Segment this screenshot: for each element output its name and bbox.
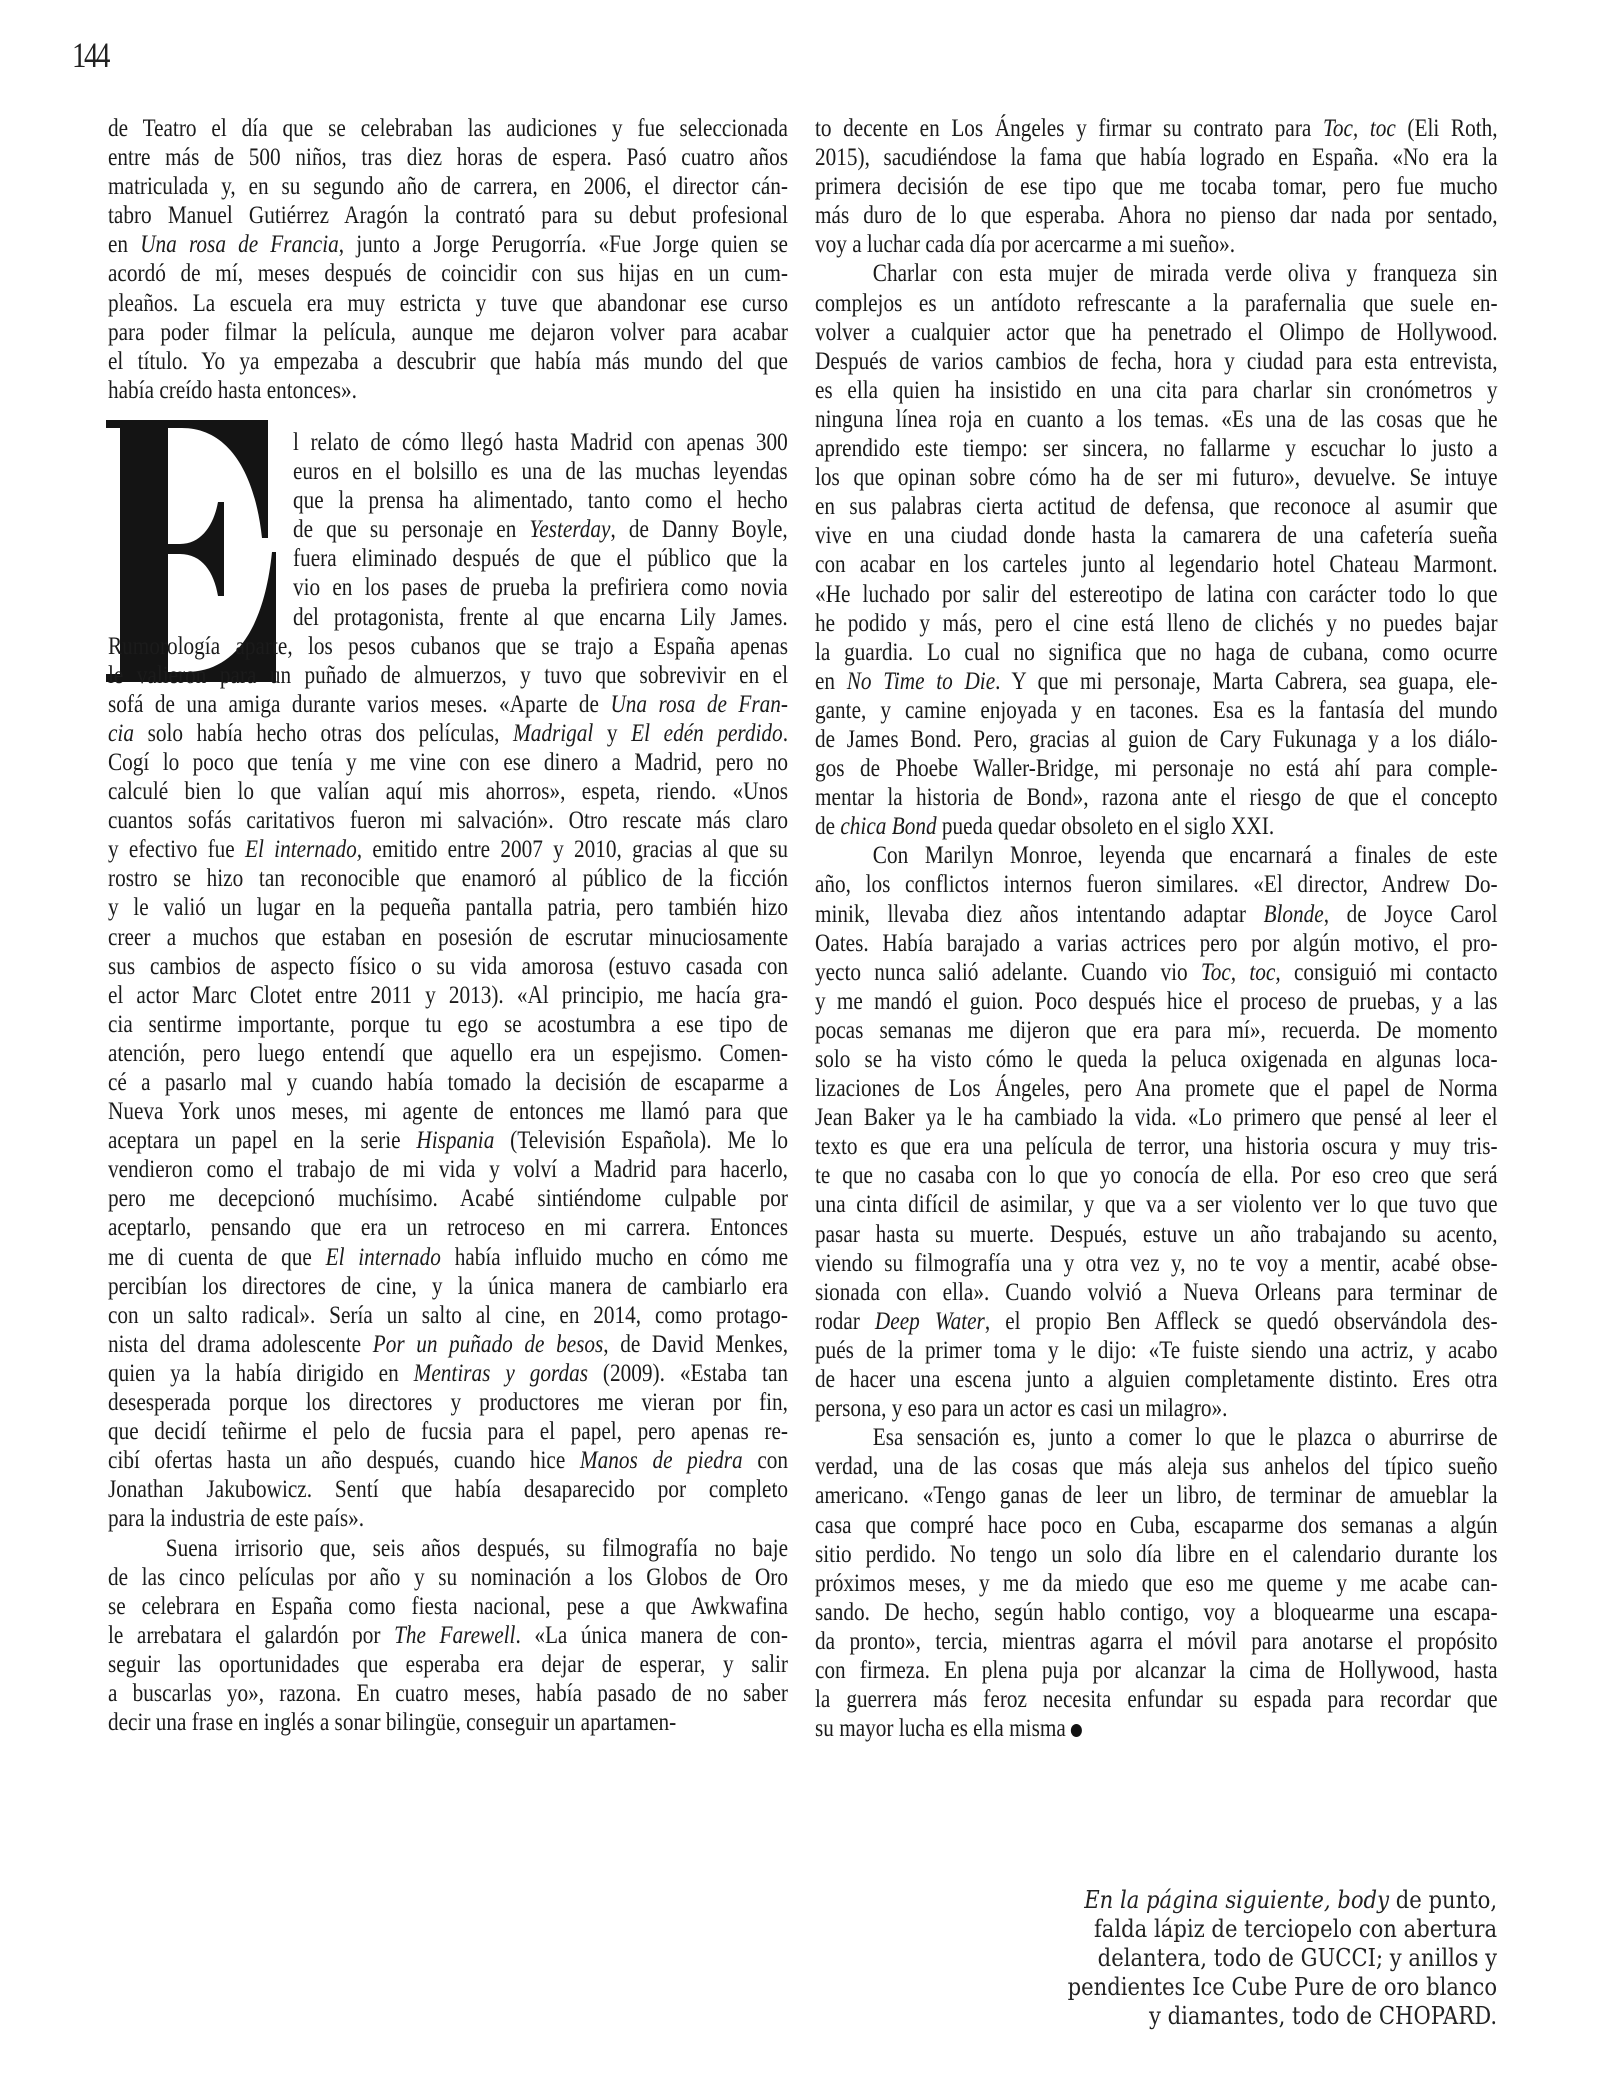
text-run: .: [782, 719, 788, 747]
text-line: [108, 690, 788, 719]
text-line: [815, 172, 1498, 201]
text-line: [108, 143, 788, 172]
text-run: Nueva York unos meses, mi agente de entonces me llamó para que: [108, 1098, 788, 1126]
text-run: aceptara un papel en la serie: [108, 1127, 417, 1155]
text-run: pendientes Ice Cube Pure de oro blanco: [1067, 1973, 1497, 2001]
text-line: [108, 1184, 788, 1213]
text-run: decir una frase en inglés a sonar bilingüe, conseguir un apartamen-: [108, 1709, 677, 1737]
text-run: de que su personaje en: [293, 516, 530, 544]
text-line: [815, 1307, 1498, 1336]
text-run: y efectivo fue: [108, 836, 246, 864]
text-line: [108, 748, 788, 777]
text-line: [108, 661, 788, 690]
text-run: lizaciones de Los Ángeles, pero Ana promete que el papel de Norma: [815, 1075, 1498, 1103]
text-line: [815, 638, 1498, 667]
text-line: [108, 289, 788, 318]
text-run: sionada con ella». Cuando volvió a Nueva Orleans para terminar de: [815, 1278, 1498, 1306]
page-number: 144: [72, 35, 108, 75]
text-line: [815, 783, 1498, 812]
text-run: y le valió un lugar en la pequeña pantalla patria, pero también hizo: [108, 894, 788, 922]
text-line: [815, 1656, 1498, 1685]
text-run: el actor Marc Clotet entre 2011 y 2013). «Al principio, me hacía gra-: [108, 981, 788, 1009]
text-line: [293, 428, 788, 457]
text-run: Charlar con esta mujer de mirada verde oliva y franqueza sin: [872, 260, 1498, 288]
text-line: [815, 1569, 1498, 1598]
text-line: [293, 486, 788, 515]
text-line: [108, 893, 788, 922]
text-line: [815, 318, 1498, 347]
end-mark-bullet-icon: [1071, 1724, 1082, 1737]
text-run: emitido entre 2007 y 2010, gracias al que su: [362, 836, 788, 864]
text-line: [815, 1540, 1498, 1569]
text-run: gos de Phoebe Waller-Bridge, mi personaje no está ahí para comple-: [815, 755, 1498, 783]
text-run: y me mandó el guion. Poco después hice el proceso de pruebas, y a las: [815, 987, 1498, 1015]
article-column-right: [815, 114, 1498, 1743]
text-run: volver a cualquier actor que ha penetrado el Olimpo de Hollywood.: [815, 318, 1498, 346]
text-run: , de David Menkes,: [603, 1330, 789, 1358]
italic-title: Yesterday: [529, 516, 611, 544]
text-line: [815, 667, 1498, 696]
text-line: [1067, 1944, 1497, 1973]
text-run: he podido y más, pero el cine está lleno de clichés y no puedes bajar: [815, 609, 1498, 637]
text-run: había influido mucho en cómo me: [440, 1243, 788, 1271]
italic-title: En la página siguiente, body: [1084, 1886, 1389, 1914]
italic-title: Por un puñado de besos: [372, 1330, 604, 1358]
text-run: entre más de 500 niños, tras diez horas de espera. Pasó cuatro años: [108, 144, 788, 172]
paragraph: [108, 1534, 788, 1738]
text-run: aceptarlo, pensando que era un retroceso en mi carrera. Entonces: [108, 1214, 788, 1242]
text-line: [108, 201, 788, 230]
paragraph: [815, 114, 1498, 259]
text-line: [108, 1388, 788, 1417]
text-run: y diamantes, todo de CHOPARD.: [1148, 2002, 1497, 2030]
text-run: es ella quien ha insistido en una cita para charlar sin cronómetros y: [815, 376, 1498, 404]
text-run: de: [815, 813, 841, 841]
text-run: sitio perdido. No tengo un solo día libre en el calendario durante los: [815, 1540, 1498, 1568]
text-line: [815, 1365, 1498, 1394]
text-line: [108, 114, 788, 143]
text-run: , junto a Jorge Perugorría. «Fue Jorge quien se: [338, 231, 788, 259]
text-run: Rumorología aparte, los pesos cubanos que se trajo a España apenas: [108, 632, 788, 660]
text-line: [815, 1161, 1498, 1190]
text-line: [1067, 1886, 1497, 1915]
text-line: [108, 1359, 788, 1388]
italic-title: Madrigal: [513, 719, 594, 747]
text-run: para poder filmar la película, aunque me dejaron volver para acabar: [108, 318, 788, 346]
text-run: para la industria de este país».: [108, 1505, 365, 1533]
text-run: persona, y eso para un actor es casi un milagro».: [815, 1395, 1228, 1423]
text-run: primera decisión de ese tipo que me tocaba tomar, pero fue mucho: [815, 173, 1498, 201]
text-run: con: [742, 1447, 789, 1475]
text-line: [108, 1446, 788, 1475]
text-run: vio en los pases de prueba la prefiriera como novia: [293, 574, 788, 602]
text-run: pués de la primer toma y le dijo: «Te fuiste siendo una actriz, y acabo: [815, 1336, 1498, 1364]
text-run: y: [593, 719, 632, 747]
text-run: gante, y camine enjoyada y en tacones. Esa es la fantasía del mundo: [815, 696, 1498, 724]
text-run: Jean Baker ya le ha cambiado la vida. «Lo primero que pensé al leer el: [815, 1104, 1498, 1132]
text-line: [108, 1155, 788, 1184]
italic-title: No Time to Die: [846, 667, 996, 695]
text-run: Oates. Había barajado a varias actrices pero por algún motivo, el pro-: [815, 929, 1498, 957]
text-run: más duro de lo que esperaba. Ahora no pienso dar nada por sentado,: [815, 202, 1498, 230]
italic-title: Toc, toc: [1322, 115, 1396, 142]
text-run: le valieron para un puñado de almuerzos, y tuvo que sobrevivir en el: [108, 661, 788, 689]
text-line: [108, 347, 788, 376]
paragraph: [815, 841, 1498, 1423]
text-line: [293, 457, 788, 486]
text-run: consiguió mi contacto: [1280, 958, 1498, 986]
text-line: [108, 1330, 788, 1359]
text-run: vive en una ciudad donde hasta la camarera de una cafetería sueña: [815, 522, 1498, 550]
text-line: [108, 1010, 788, 1039]
text-line: [815, 492, 1498, 521]
text-line: [108, 230, 788, 259]
article-column-left: [108, 114, 788, 1737]
text-line: [108, 318, 788, 347]
text-line: [815, 1511, 1498, 1540]
text-line: [1067, 1973, 1497, 2002]
text-run: sus cambios de aspecto físico o su vida amorosa (estuvo casada con: [108, 952, 788, 980]
italic-title: Toc, toc,: [1200, 958, 1281, 986]
text-run: . «La única manera de con-: [515, 1621, 788, 1649]
text-line: [108, 923, 788, 952]
text-run: , de Danny Boyle,: [610, 516, 788, 544]
paragraph: [815, 259, 1498, 841]
text-line: [815, 347, 1498, 376]
text-run: quien ya la había dirigido en: [108, 1359, 414, 1387]
text-run: Jonathan Jakubowicz. Sentí que había desaparecido por completo: [108, 1476, 788, 1504]
text-run: , el propio Ben Affleck se quedó observándola des-: [984, 1307, 1498, 1335]
text-line: [108, 1068, 788, 1097]
text-run: 2015), sacudiéndose la fama que había logrado en España. «No era la: [815, 144, 1498, 172]
text-run: l relato de cómo llegó hasta Madrid con apenas 300: [293, 428, 788, 456]
text-line: [815, 1132, 1498, 1161]
text-line: [815, 405, 1498, 434]
text-line: [815, 958, 1498, 987]
text-run: calculé bien lo que valían aquí mis ahorros», espeta, riendo. «Unos: [108, 778, 788, 806]
text-line: [108, 981, 788, 1010]
text-line: [815, 929, 1498, 958]
text-run: solo había hecho otras dos películas,: [133, 719, 514, 747]
text-line: [815, 259, 1498, 288]
text-run: (Eli Roth,: [1395, 115, 1498, 142]
text-run: falda lápiz de terciopelo con abertura: [1093, 1915, 1497, 1943]
text-line: [108, 259, 788, 288]
italic-title: cia: [108, 719, 134, 747]
italic-title: Manos de piedra: [579, 1447, 743, 1475]
text-run: a buscarlas yo», razona. En cuatro meses, había pasado de no saber: [108, 1679, 788, 1707]
text-line: [815, 1249, 1498, 1278]
text-run: me di cuenta de que: [108, 1243, 326, 1271]
text-run: cia sentirme importante, porque tu ego se acostumbra a ese tipo de: [108, 1010, 788, 1038]
text-run: los que opinan sobre cómo ha de ser mi futuro», devuelve. Se intuye: [815, 464, 1498, 492]
text-line: [815, 1423, 1498, 1452]
text-run: Esa sensación es, junto a comer lo que le plazca o aburrirse de: [872, 1424, 1498, 1452]
text-line: [815, 900, 1498, 929]
text-line: [815, 1220, 1498, 1249]
text-line: [815, 1598, 1498, 1627]
text-run: en: [815, 667, 847, 695]
text-run: desesperada porque los directores y productores me vieran por fin,: [108, 1389, 788, 1417]
text-line: [815, 1481, 1498, 1510]
text-run: en: [108, 231, 141, 259]
paragraph: [815, 1423, 1498, 1743]
text-run: Suena irrisorio que, seis años después, su filmografía no baje: [165, 1534, 789, 1562]
text-line: [815, 114, 1498, 143]
text-run: su mayor lucha es ella misma: [815, 1715, 1066, 1743]
text-line: [108, 376, 788, 405]
italic-title: Deep Water: [874, 1307, 985, 1335]
text-line: [108, 1650, 788, 1679]
text-line: [815, 754, 1498, 783]
text-line: [108, 1504, 788, 1533]
text-line: [1067, 2002, 1497, 2031]
text-run: minik, llevaba diez años intentando adaptar: [815, 900, 1264, 928]
text-run: matriculada y, en su segundo año de carrera, en 2006, el director cán-: [108, 173, 788, 201]
text-line: [108, 1679, 788, 1708]
text-line: [815, 1685, 1498, 1714]
text-line: [815, 1016, 1498, 1045]
text-line: [108, 1592, 788, 1621]
text-line: [108, 1708, 788, 1737]
text-run: se celebrara en España como fiesta nacional, pese a que Awkwafina: [108, 1592, 788, 1620]
text-run: Cogí lo poco que tenía y me vine con ese dinero a Madrid, pero no: [108, 748, 788, 776]
text-run: con firmeza. En plena puja por alcanzar la cima de Hollywood, hasta: [815, 1656, 1498, 1684]
text-run: voy a luchar cada día por acercarme a mi sueño».: [815, 231, 1236, 259]
text-line: [293, 573, 788, 602]
text-line: [815, 550, 1498, 579]
text-line: [108, 1621, 788, 1650]
text-run: (2009). «Estaba tan: [587, 1359, 789, 1387]
italic-title: Una rosa de Francia: [140, 231, 339, 259]
text-line: [815, 870, 1498, 899]
text-run: to decente en Los Ángeles y firmar su contrato para: [815, 115, 1323, 142]
text-line: [815, 201, 1498, 230]
italic-title: chica Bond: [840, 813, 937, 841]
text-run: da pronto», tercia, mientras agarra el móvil para anotarse el propósito: [815, 1627, 1498, 1655]
text-run: rostro se hizo tan reconocible que enamoró al público de la ficción: [108, 865, 788, 893]
text-run: creer a muchos que estaban en posesión de escrutar minuciosamente: [108, 923, 788, 951]
text-run: cé a pasarlo mal y cuando había tomado la decisión de escaparme a: [108, 1069, 788, 1096]
text-line: [815, 1074, 1498, 1103]
text-line: [815, 1394, 1498, 1423]
text-run: «He luchado por salir del estereotipo de latina con carácter todo lo que: [815, 580, 1498, 608]
text-line: [815, 1627, 1498, 1656]
text-line: [815, 521, 1498, 550]
text-line: [108, 172, 788, 201]
text-run: rodar: [815, 1307, 875, 1335]
text-run: pueda quedar obsoleto en el siglo XXI.: [936, 813, 1275, 841]
text-line: [108, 806, 788, 835]
text-run: mentar la historia de Bond», razona ante el riesgo de que el concepto: [815, 784, 1498, 812]
text-run: te que no casaba con lo que yo conocía de ella. Por eso creo que será: [815, 1162, 1498, 1190]
text-run: del protagonista, frente al que encarna Lily James.: [293, 603, 788, 631]
text-run: de las cinco películas por año y su nominación a los Globos de Oro: [108, 1563, 788, 1591]
text-run: ninguna línea roja en cuanto a los temas. «Es una de las cosas que he: [815, 405, 1498, 433]
text-line: [815, 725, 1498, 754]
italic-title: El internado: [325, 1243, 441, 1271]
text-line: [108, 1126, 788, 1155]
text-run: verdad, una de las cosas que más aleja sus anhelos del típico sueño: [815, 1453, 1498, 1481]
text-run: complejos es un antídoto refrescante a la parafernalia que suele en-: [815, 289, 1498, 317]
text-line: [815, 1278, 1498, 1307]
text-run: (Televisión Española). Me lo: [494, 1127, 788, 1155]
text-run: Después de varios cambios de fecha, hora y ciudad para esta entrevista,: [815, 347, 1498, 375]
text-run: casa que compré hace poco en Cuba, escaparme dos semanas a algún: [815, 1511, 1498, 1539]
text-run: de hacer una escena junto a alguien completamente distinto. Eres otra: [815, 1366, 1498, 1394]
text-line: [815, 1045, 1498, 1074]
text-run: con un salto radical». Sería un salto al cine, en 2014, como protago-: [108, 1301, 788, 1329]
text-line: [108, 1097, 788, 1126]
text-line: [108, 1213, 788, 1242]
paragraph: [108, 114, 788, 405]
text-line: [293, 603, 788, 632]
text-line: [815, 987, 1498, 1016]
text-line: [108, 632, 788, 661]
text-line: [108, 1534, 788, 1563]
text-run: delantera, todo de GUCCI; y anillos y: [1097, 1944, 1497, 1972]
text-run: aprendido este tiempo: ser sincera, no fallarme y escuchar lo justo a: [815, 435, 1498, 463]
text-run: . Y que mi personaje, Marta Cabrera, sea guapa, ele-: [995, 667, 1498, 695]
text-run: una cinta difícil de asimilar, y que va a ser violento ver lo que tuvo que: [815, 1191, 1498, 1219]
text-run: cuantos sofás caritativos fueron mi salvación». Otro rescate más claro: [108, 807, 788, 835]
text-run: pleaños. La escuela era muy estricta y tuve que abandonar ese curso: [108, 289, 788, 317]
text-line: [815, 230, 1498, 259]
text-line: [815, 609, 1498, 638]
italic-title: Blonde: [1263, 900, 1324, 928]
text-run: pocas semanas me dijeron que era para mí», recuerda. De momento: [815, 1016, 1498, 1044]
text-run: yecto nunca salió adelante. Cuando vio: [815, 958, 1201, 986]
text-run: sando. De hecho, según hablo contigo, voy a bloquearme una escapa-: [815, 1598, 1498, 1626]
text-line: [108, 1039, 788, 1068]
text-run: año, los conflictos internos fueron similares. «El director, Andrew Do-: [815, 871, 1498, 899]
text-line: [108, 1272, 788, 1301]
text-line: [108, 952, 788, 981]
italic-title: The Farewell: [394, 1621, 516, 1649]
paragraph-dropcap: [108, 428, 788, 1534]
text-line: [815, 143, 1498, 172]
text-run: próximos meses, y me da miedo que eso me queme y me acabe can-: [815, 1569, 1498, 1597]
text-run: con acabar en los carteles junto al legendario hotel Chateau Marmont.: [815, 551, 1498, 579]
text-line: [815, 1336, 1498, 1365]
text-line: [815, 1714, 1498, 1743]
text-line: [108, 864, 788, 893]
text-run: vendieron como el trabajo de mi vida y volví a Madrid para hacerlo,: [108, 1156, 788, 1184]
text-line: [293, 544, 788, 573]
text-run: americano. «Tengo ganas de leer un libro, de terminar de amueblar la: [815, 1482, 1498, 1510]
text-run: le arrebatara el galardón por: [108, 1621, 395, 1649]
text-run: de punto,: [1388, 1886, 1497, 1914]
text-run: percibían los directores de cine, y la única manera de cambiarlo era: [108, 1272, 788, 1300]
photo-caption: [1067, 1886, 1497, 2031]
text-run: había creído hasta entonces».: [108, 376, 357, 404]
text-line: [815, 1452, 1498, 1481]
text-line: [815, 696, 1498, 725]
text-run: Con Marilyn Monroe, leyenda que encarnará a finales de este: [872, 842, 1498, 870]
text-line: [815, 812, 1498, 841]
text-run: sofá de una amiga durante varios meses. «Aparte de: [108, 690, 611, 718]
text-line: [108, 719, 788, 748]
text-line: [815, 841, 1498, 870]
text-line: [108, 1301, 788, 1330]
text-run: el título. Yo ya empezaba a descubrir que había más mundo del que: [108, 347, 788, 375]
italic-title: Mentiras y gordas: [413, 1359, 588, 1387]
text-line: [815, 463, 1498, 492]
text-line: [108, 1563, 788, 1592]
text-line: [293, 515, 788, 544]
text-run: pasar hasta su muerte. Después, estuve un año trabajando su acento,: [815, 1220, 1498, 1248]
text-line: [815, 289, 1498, 318]
text-line: [1067, 1915, 1497, 1944]
italic-title: El edén perdido: [631, 719, 783, 747]
text-run: de James Bond. Pero, gracias al guion de Cary Fukunaga y a los diálo-: [815, 725, 1498, 753]
text-run: atención, pero luego entendí que aquello era un espejismo. Comen-: [108, 1039, 788, 1067]
text-run: texto es que era una película de terror, una historia oscura y muy tris-: [815, 1133, 1498, 1161]
text-run: pero me decepcionó muchísimo. Acabé sintiéndome culpable por: [108, 1185, 788, 1213]
text-run: acordó de mí, meses después de coincidir con sus hijas en un cum-: [108, 260, 788, 288]
text-run: que decidí teñirme el pelo de fucsia para el papel, pero apenas re-: [108, 1418, 788, 1446]
text-run: la guerrera más feroz necesita enfundar su espada para recordar que: [815, 1686, 1498, 1714]
text-run: nista del drama adolescente: [108, 1330, 373, 1358]
text-line: [108, 1417, 788, 1446]
text-line: [815, 434, 1498, 463]
text-line: [815, 1190, 1498, 1219]
text-run: que la prensa ha alimentado, tanto como el hecho: [293, 487, 788, 515]
text-run: euros en el bolsillo es una de las muchas leyendas: [293, 458, 788, 486]
text-run: la guardia. Lo cual no significa que no haga de cubana, como ocurre: [815, 638, 1498, 666]
text-line: [108, 835, 788, 864]
text-run: seguir las oportunidades que esperaba era dejar de esperar, y salir: [108, 1650, 788, 1678]
italic-title: Hispania: [416, 1127, 495, 1155]
text-line: [108, 1475, 788, 1504]
text-run: tabro Manuel Gutiérrez Aragón la contrató para su debut profesional: [108, 202, 788, 230]
italic-title: El internado,: [245, 836, 363, 864]
text-line: [108, 777, 788, 806]
text-line: [815, 1103, 1498, 1132]
italic-title: Una rosa de Fran-: [610, 690, 788, 718]
text-run: fuera eliminado después de que el público que la: [293, 545, 788, 573]
text-run: viendo su filmografía una y otra vez y, no te voy a mentir, acabé obse-: [815, 1249, 1498, 1277]
text-line: [815, 376, 1498, 405]
text-run: solo se ha visto cómo le queda la peluca oxigenada en algunas loca-: [815, 1046, 1498, 1073]
text-line: [815, 580, 1498, 609]
text-run: , de Joyce Carol: [1323, 900, 1498, 928]
text-line: [108, 1243, 788, 1272]
text-run: en sus palabras cierta actitud de defensa, que reconoce al asumir que: [815, 493, 1498, 521]
text-run: cibí ofertas hasta un año después, cuando hice: [108, 1447, 580, 1475]
text-run: de Teatro el día que se celebraban las audiciones y fue seleccionada: [108, 115, 788, 142]
